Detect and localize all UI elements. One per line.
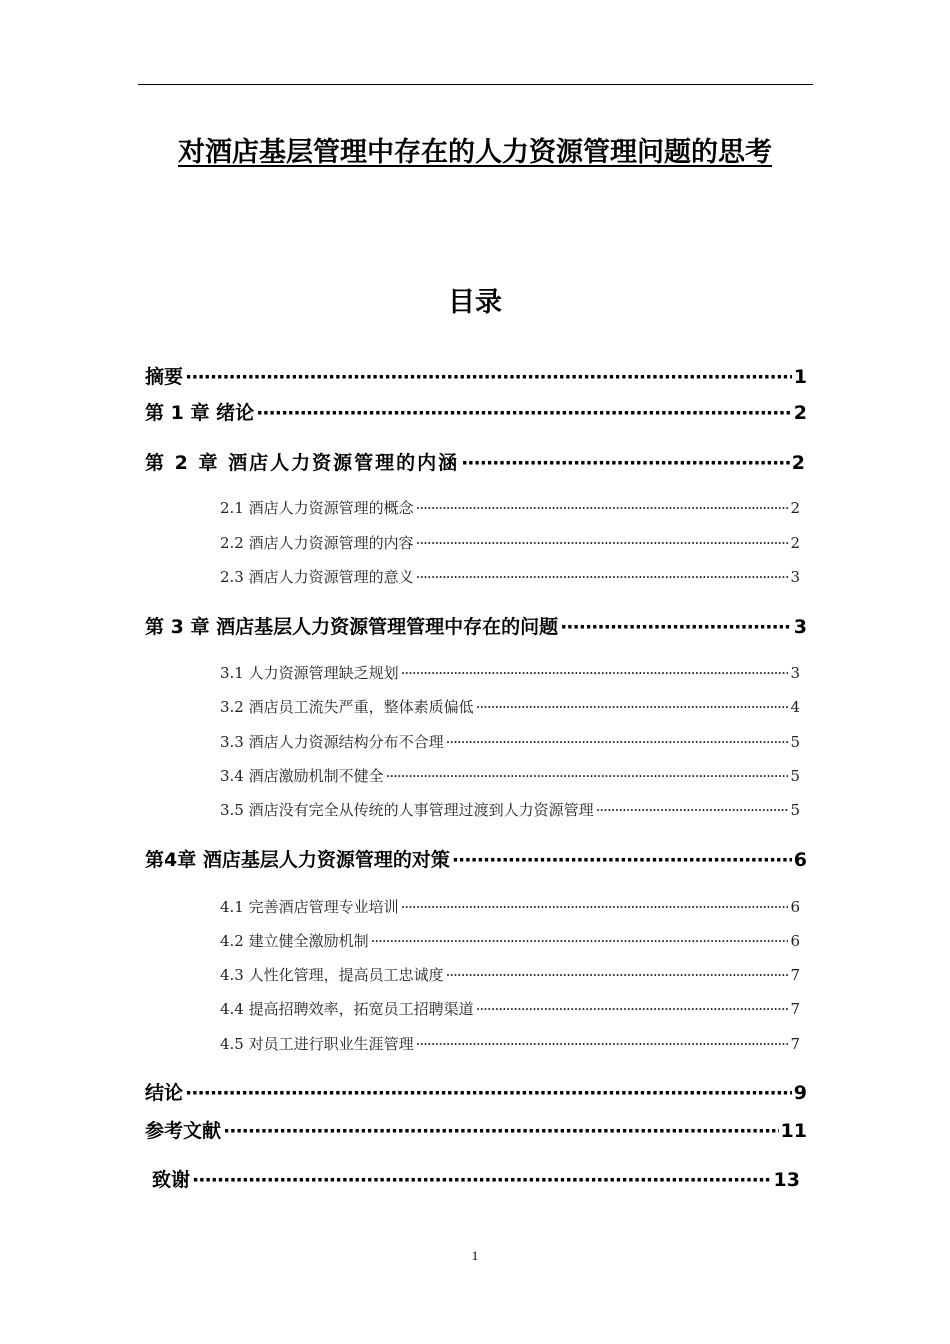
toc-entry-page: 13 xyxy=(773,1169,800,1191)
toc-entry-2-1[interactable] xyxy=(220,497,800,518)
toc-entry-page: 2 xyxy=(791,452,807,474)
toc-leader-dots xyxy=(192,1169,772,1191)
toc-entry-label: 致谢 xyxy=(152,1169,191,1191)
toc-entry-4-3[interactable] xyxy=(220,964,800,985)
toc-leader-dots xyxy=(386,767,789,785)
toc-leader-dots xyxy=(401,664,789,682)
toc-entry-abstract[interactable] xyxy=(145,362,807,389)
toc-entry-page: 11 xyxy=(780,1120,807,1142)
toc-entry-page: 1 xyxy=(793,366,807,388)
toc-leader-dots xyxy=(401,898,789,916)
toc-entry-conclusion[interactable] xyxy=(145,1078,807,1105)
toc-entry-label: 3.2 酒店员工流失严重，整体素质偏低 xyxy=(220,698,474,716)
toc-entry-label: 4.4 提高招聘效率，拓宽员工招聘渠道 xyxy=(220,1000,474,1018)
toc-leader-dots xyxy=(452,849,792,871)
toc-entry-2-2[interactable] xyxy=(220,532,800,553)
toc-leader-dots xyxy=(446,966,789,984)
toc-leader-dots xyxy=(476,698,789,716)
toc-entry-page: 9 xyxy=(793,1082,807,1104)
toc-entry-label: 参考文献 xyxy=(145,1120,222,1142)
toc-entry-chapter-4[interactable] xyxy=(145,845,807,872)
toc-entry-label: 第 3 章 酒店基层人力资源管理管理中存在的问题 xyxy=(145,616,559,638)
toc-entry-page: 5 xyxy=(790,733,800,751)
toc-entry-page: 5 xyxy=(790,801,800,819)
toc-leader-dots xyxy=(416,499,789,517)
toc-leader-dots xyxy=(185,366,792,388)
toc-entry-label: 3.3 酒店人力资源结构分布不合理 xyxy=(220,733,444,751)
toc-entry-label: 4.5 对员工进行职业生涯管理 xyxy=(220,1035,414,1053)
toc-entry-page: 7 xyxy=(790,966,800,984)
toc-leader-dots xyxy=(256,402,792,424)
toc-entry-3-3[interactable] xyxy=(220,731,800,752)
toc-entry-page: 7 xyxy=(790,1000,800,1018)
toc-entry-page: 3 xyxy=(790,664,800,682)
toc-entry-3-5[interactable] xyxy=(220,799,800,820)
toc-entry-page: 2 xyxy=(793,402,807,424)
toc-entry-page: 5 xyxy=(790,767,800,785)
toc-entry-chapter-1[interactable] xyxy=(145,398,807,425)
toc-leader-dots xyxy=(223,1120,779,1142)
toc-entry-label: 第4章 酒店基层人力资源管理的对策 xyxy=(145,849,450,871)
toc-entry-label: 2.1 酒店人力资源管理的概念 xyxy=(220,499,414,517)
toc-entry-label: 结论 xyxy=(145,1082,184,1104)
toc-entry-chapter-2[interactable] xyxy=(145,448,807,475)
toc-entry-label: 3.4 酒店激励机制不健全 xyxy=(220,767,384,785)
toc-leader-dots xyxy=(560,616,792,638)
toc-leader-dots xyxy=(461,452,790,474)
toc-entry-label: 3.5 酒店没有完全从传统的人事管理过渡到人力资源管理 xyxy=(220,801,594,819)
toc-entry-chapter-3[interactable] xyxy=(145,612,807,639)
toc-entry-acknowledgements[interactable] xyxy=(152,1165,800,1192)
toc-entry-label: 3.1 人力资源管理缺乏规划 xyxy=(220,664,399,682)
toc-entry-label: 第 1 章 绪论 xyxy=(145,402,255,424)
toc-entry-page: 6 xyxy=(790,932,800,950)
toc-leader-dots xyxy=(476,1000,789,1018)
toc-entry-label: 4.1 完善酒店管理专业培训 xyxy=(220,898,399,916)
toc-entry-3-4[interactable] xyxy=(220,765,800,786)
toc-entry-2-3[interactable] xyxy=(220,566,800,587)
toc-leader-dots xyxy=(416,1035,789,1053)
toc-entry-3-1[interactable] xyxy=(220,662,800,683)
toc-heading: 目录 xyxy=(448,287,502,318)
toc-entry-page: 3 xyxy=(790,568,800,586)
toc-entry-page: 2 xyxy=(790,534,800,552)
toc-leader-dots xyxy=(596,801,789,819)
toc-leader-dots xyxy=(416,534,789,552)
document-title: 对酒店基层管理中存在的人力资源管理问题的思考 xyxy=(178,137,772,168)
toc-entry-label: 第 2 章 酒店人力资源管理的内涵 xyxy=(145,452,460,474)
toc-entry-references[interactable] xyxy=(145,1116,807,1143)
toc-entry-page: 3 xyxy=(793,616,807,638)
toc-entry-label: 4.3 人性化管理，提高员工忠诚度 xyxy=(220,966,444,984)
toc-entry-4-1[interactable] xyxy=(220,896,800,917)
toc-entry-page: 2 xyxy=(790,499,800,517)
toc-entry-page: 7 xyxy=(790,1035,800,1053)
toc-leader-dots xyxy=(371,932,789,950)
header-rule xyxy=(138,84,813,85)
toc-entry-page: 6 xyxy=(790,898,800,916)
toc-leader-dots xyxy=(416,568,789,586)
toc-entry-page: 6 xyxy=(793,849,807,871)
toc-leader-dots xyxy=(185,1082,792,1104)
toc-entry-4-4[interactable] xyxy=(220,998,800,1019)
toc-entry-label: 2.3 酒店人力资源管理的意义 xyxy=(220,568,414,586)
toc-entry-4-5[interactable] xyxy=(220,1033,800,1054)
toc-entry-4-2[interactable] xyxy=(220,930,800,951)
toc-entry-label: 4.2 建立健全激励机制 xyxy=(220,932,369,950)
toc-entry-page: 4 xyxy=(790,698,800,716)
toc-entry-3-2[interactable] xyxy=(220,696,800,717)
toc-entry-label: 摘要 xyxy=(145,366,184,388)
page-number: 1 xyxy=(471,1248,479,1263)
toc-entry-label: 2.2 酒店人力资源管理的内容 xyxy=(220,534,414,552)
toc-leader-dots xyxy=(446,733,789,751)
